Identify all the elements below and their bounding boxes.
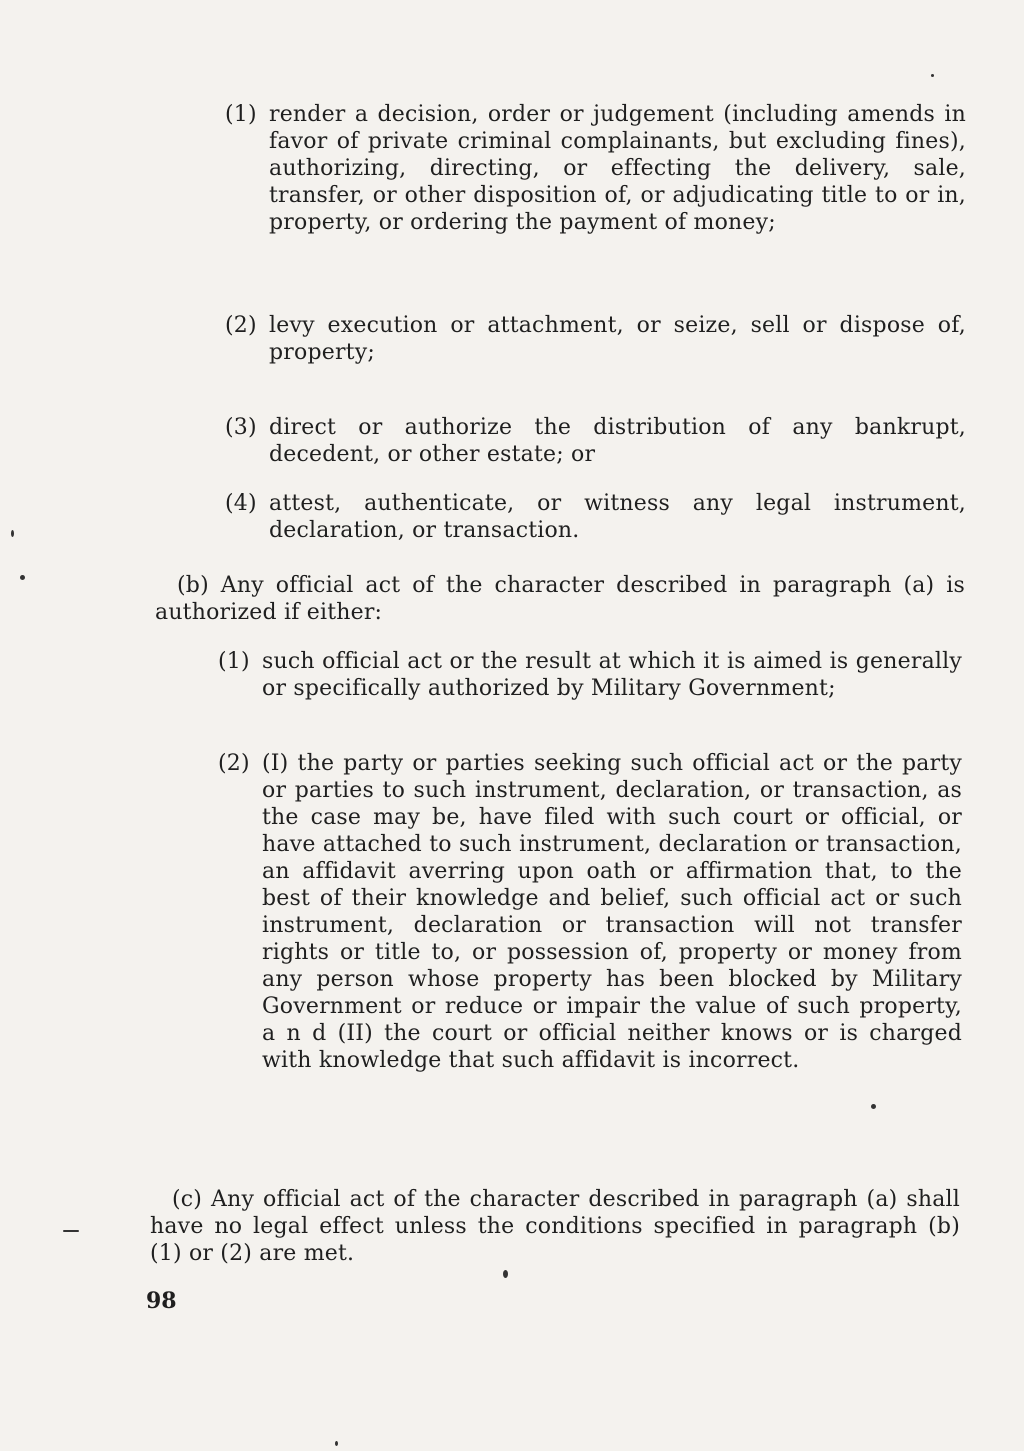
item-text: (I) the party or parties seeking such official act or the party or parties to such instrument, declaration, or transaction, as the case may be, have filed with such court or official, or have attached to such instrument, declaration or transaction, an affidavit averring upon oath or affirmation that, to the best of their knowledge and belief, such official act or such instrument, declaration or transaction will not transfer rights or title to, or possession of, property or money from any person whose property has been blocked by Military Government or reduce or impair the value of such property, a n d (II) the court or official neither knows or is charged with knowledge that such affidavit is incorrect. <box>262 751 962 1073</box>
item-text: attest, authenticate, or witness any legal instrument, declaration, or transaction. <box>269 491 966 543</box>
item-text: levy execution or attachment, or seize, sell or dispose of, property; <box>269 313 966 365</box>
section-a-item-4 <box>225 490 966 544</box>
paragraph-c <box>150 1186 960 1267</box>
scan-speck <box>931 74 934 77</box>
scan-speck <box>63 1230 79 1232</box>
page-number: 98 <box>146 1288 177 1314</box>
section-a-item-2 <box>225 312 966 366</box>
item-text: render a decision, order or judgement (including amends in favor of private criminal complainants, but excluding fines), authorizing, directing, or effecting the delivery, sale, transfer, or other disposition of, or adjudicating title to or in, property, or ordering the payment of money; <box>269 102 966 235</box>
item-text: such official act or the result at which it is aimed is generally or specifically authorized by Military Government; <box>262 649 962 701</box>
scan-speck <box>20 575 25 580</box>
item-number: (4) <box>225 491 257 516</box>
paragraph-b-item-1 <box>218 648 962 702</box>
item-number: (2) <box>218 751 250 776</box>
scan-speck <box>335 1441 338 1446</box>
scan-speck <box>871 1104 876 1109</box>
item-number: (1) <box>225 102 257 127</box>
scan-speck <box>503 1270 508 1278</box>
item-number: (3) <box>225 415 257 440</box>
paragraph-c-text: (c) Any official act of the character described in paragraph (a) shall have no legal effect unless the conditions specified in paragraph (b) (1) or (2) are met. <box>150 1187 960 1266</box>
item-number: (1) <box>218 649 250 674</box>
paragraph-b-item-2 <box>218 750 962 1074</box>
section-a-item-1 <box>225 101 966 236</box>
paragraph-b-text: (b) Any official act of the character described in paragraph (a) is authorized if either: <box>155 573 965 625</box>
item-number: (2) <box>225 313 257 338</box>
scan-speck <box>11 530 14 537</box>
section-a-item-3 <box>225 414 966 468</box>
item-text: direct or authorize the distribution of any bankrupt, decedent, or other estate; or <box>269 415 966 467</box>
paragraph-b <box>155 572 965 626</box>
